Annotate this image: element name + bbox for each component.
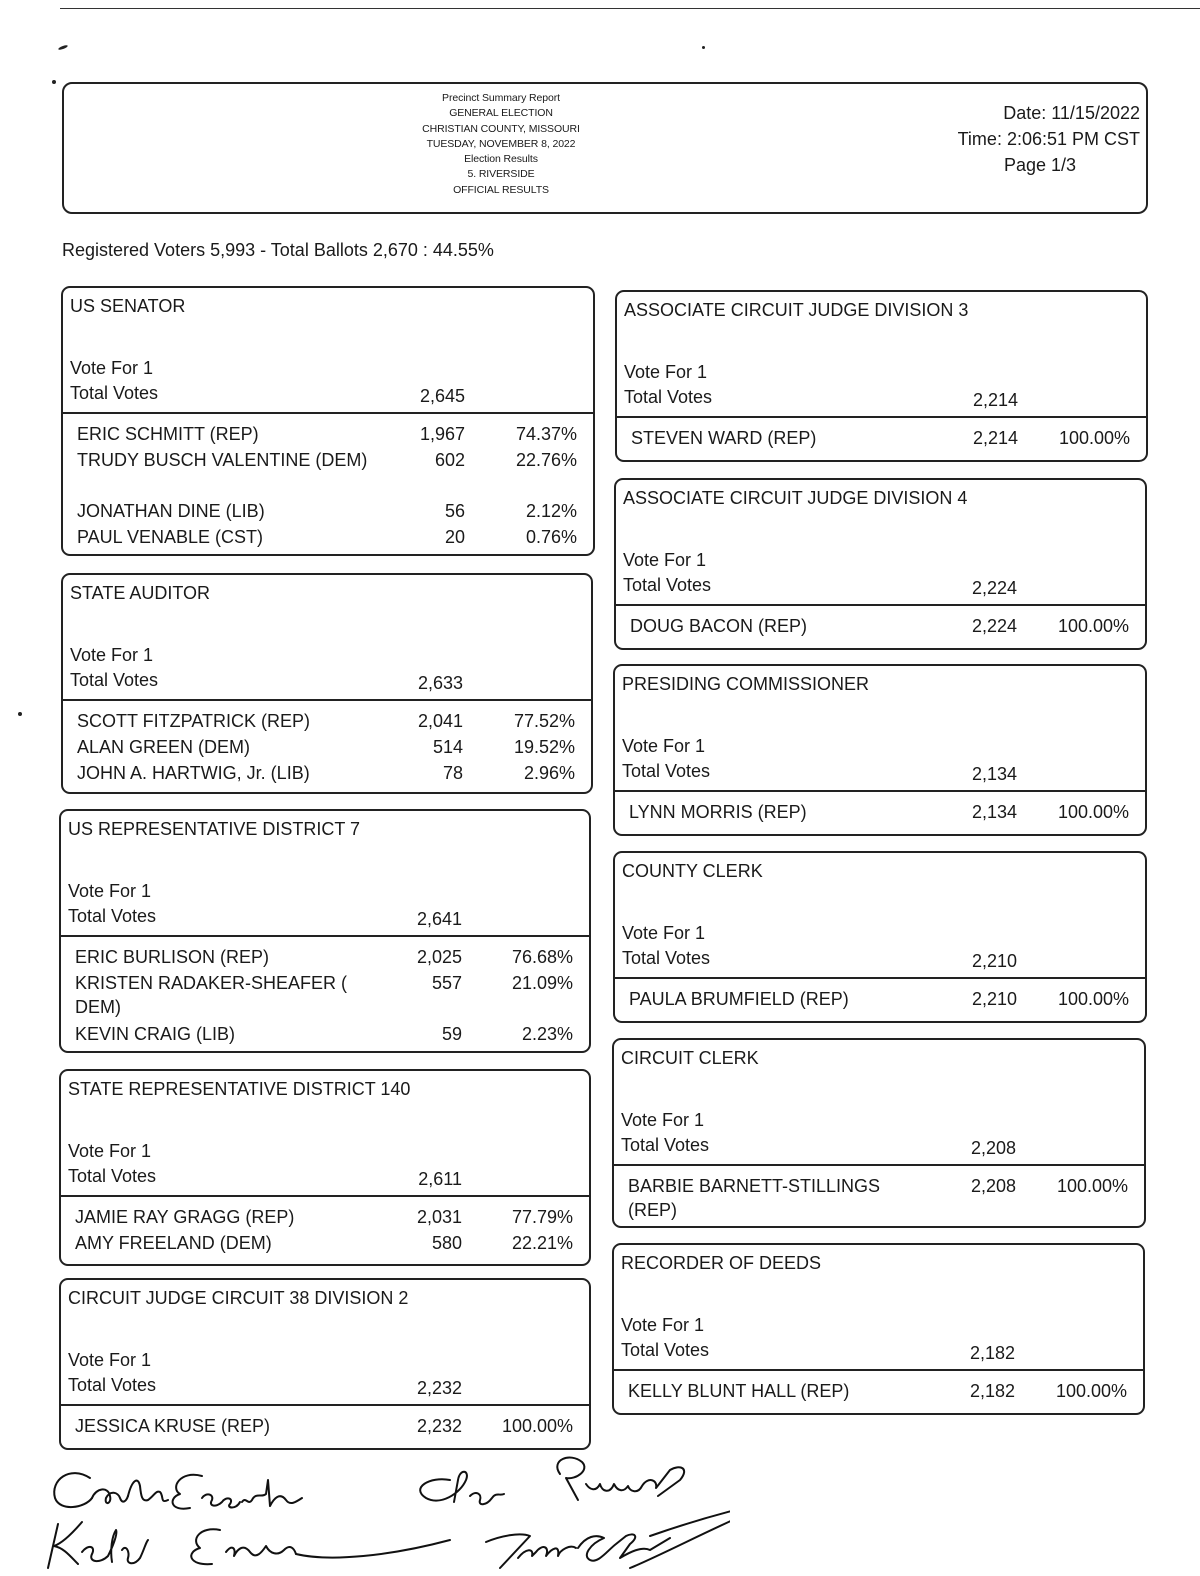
total-votes-value: 2,214	[972, 390, 1018, 410]
vote-for-label: Vote For 1	[622, 923, 706, 943]
candidate-votes: 557	[431, 973, 462, 993]
candidate-name: JONATHAN DINE (LIB)	[77, 501, 265, 521]
total-votes-value: 2,232	[416, 1378, 462, 1398]
candidate-name: JOHN A. HARTWIG, Jr. (LIB)	[77, 763, 310, 783]
vote-for-label: Vote For 1	[68, 1350, 152, 1370]
vote-for-label: Vote For 1	[624, 362, 708, 382]
candidate-votes: 580	[431, 1233, 462, 1253]
race-box	[61, 286, 595, 556]
candidate-percent: 74.37%	[515, 424, 577, 444]
total-votes-value: 2,641	[416, 909, 462, 929]
candidate-votes: 514	[432, 737, 463, 757]
candidate-name: KELLY BLUNT HALL (REP)	[628, 1381, 850, 1401]
vote-for-label: Vote For 1	[623, 550, 707, 570]
report-title-line: CHRISTIAN COUNTY, MISSOURI	[422, 122, 580, 135]
results-divider	[615, 977, 1145, 979]
candidate-name: KRISTEN RADAKER-SHEAFER ( DEM)	[75, 973, 348, 1017]
candidate-percent: 2.96%	[523, 763, 575, 783]
total-votes-value: 2,633	[417, 673, 463, 693]
vote-for-label: Vote For 1	[621, 1110, 705, 1130]
candidate-votes: 2,214	[972, 428, 1018, 448]
report-title-line: OFFICIAL RESULTS	[453, 183, 549, 196]
signature	[30, 1440, 730, 1570]
vote-for-label: Vote For 1	[68, 1141, 152, 1161]
candidate-name: ERIC SCHMITT (REP)	[77, 424, 259, 444]
total-votes-label: Total Votes	[621, 1340, 710, 1360]
results-divider	[63, 699, 591, 701]
race-title: STATE REPRESENTATIVE DISTRICT 140	[68, 1079, 411, 1099]
total-votes-value: 2,224	[971, 578, 1017, 598]
results-divider	[615, 790, 1145, 792]
total-votes-label: Total Votes	[622, 761, 711, 781]
candidate-name: JESSICA KRUSE (REP)	[75, 1416, 271, 1436]
race-title: STATE AUDITOR	[70, 583, 211, 603]
race-title: US REPRESENTATIVE DISTRICT 7	[68, 819, 361, 839]
top-edge-line	[60, 8, 1200, 9]
report-header	[62, 82, 1148, 214]
scan-speck	[58, 44, 68, 50]
candidate-percent: 21.09%	[511, 973, 573, 993]
candidate-votes: 2,232	[416, 1416, 462, 1436]
results-divider	[616, 604, 1145, 606]
race-title: COUNTY CLERK	[622, 861, 763, 881]
total-votes-value: 2,611	[418, 1169, 462, 1189]
candidate-percent: 100.00%	[1058, 428, 1130, 448]
total-votes-label: Total Votes	[623, 575, 712, 595]
race-box	[615, 290, 1148, 462]
report-meta	[920, 100, 1140, 178]
candidate-percent: 100.00%	[501, 1416, 573, 1436]
race-title: RECORDER OF DEEDS	[621, 1253, 822, 1273]
vote-for-label: Vote For 1	[621, 1315, 705, 1335]
total-votes-label: Total Votes	[70, 670, 159, 690]
report-title-line: TUESDAY, NOVEMBER 8, 2022	[426, 137, 576, 150]
candidate-name: LYNN MORRIS (REP)	[629, 802, 807, 822]
candidate-percent: 77.52%	[513, 711, 575, 731]
candidate-votes: 2,041	[417, 711, 463, 731]
candidate-votes: 602	[434, 450, 465, 470]
vote-for-label: Vote For 1	[70, 645, 154, 665]
candidate-percent: 100.00%	[1057, 802, 1129, 822]
total-votes-value: 2,134	[971, 764, 1017, 784]
candidate-votes: 2,134	[971, 802, 1017, 822]
scan-speck	[52, 80, 56, 84]
candidate-percent: 77.79%	[511, 1207, 573, 1227]
total-votes-label: Total Votes	[624, 387, 713, 407]
race-box	[612, 1243, 1145, 1415]
candidate-percent: 2.12%	[525, 501, 577, 521]
candidate-name: BARBIE BARNETT-STILLINGS (REP)	[628, 1176, 881, 1220]
candidate-votes: 59	[441, 1024, 462, 1044]
report-title-line: GENERAL ELECTION	[449, 107, 553, 120]
results-divider	[61, 1404, 589, 1406]
candidate-percent: 19.52%	[513, 737, 575, 757]
candidate-name: SCOTT FITZPATRICK (REP)	[77, 711, 310, 731]
total-votes-value: 2,208	[970, 1138, 1016, 1158]
race-box	[59, 1278, 591, 1450]
race-box	[613, 664, 1147, 836]
candidate-percent: 100.00%	[1055, 1381, 1127, 1401]
candidate-percent: 22.21%	[511, 1233, 573, 1253]
total-votes-label: Total Votes	[621, 1135, 710, 1155]
results-divider	[614, 1164, 1144, 1166]
candidate-name: DOUG BACON (REP)	[630, 616, 808, 636]
total-votes-label: Total Votes	[68, 1166, 157, 1186]
race-box	[612, 1038, 1146, 1228]
total-votes-value: 2,182	[969, 1343, 1015, 1363]
report-time: Time: 2:06:51 PM CST	[957, 129, 1140, 149]
results-divider	[61, 1195, 589, 1197]
results-divider	[617, 416, 1146, 418]
candidate-name: ALAN GREEN (DEM)	[77, 737, 251, 757]
registration-summary: Registered Voters 5,993 - Total Ballots 2,670 : 44.55%	[62, 240, 494, 260]
candidate-votes: 2,208	[970, 1176, 1016, 1196]
candidate-votes: 2,031	[416, 1207, 462, 1227]
race-title: CIRCUIT JUDGE CIRCUIT 38 DIVISION 2	[68, 1288, 409, 1308]
vote-for-label: Vote For 1	[68, 881, 152, 901]
results-divider	[61, 935, 589, 937]
results-divider	[63, 412, 593, 414]
total-votes-value: 2,210	[971, 951, 1017, 971]
candidate-name: STEVEN WARD (REP)	[631, 428, 817, 448]
candidate-name: AMY FREELAND (DEM)	[75, 1233, 272, 1253]
race-box	[59, 809, 591, 1053]
race-box	[61, 573, 593, 794]
total-votes-label: Total Votes	[622, 948, 711, 968]
page-number: Page 1/3	[1003, 155, 1077, 175]
race-title: ASSOCIATE CIRCUIT JUDGE DIVISION 3	[624, 300, 969, 320]
race-title: US SENATOR	[70, 296, 186, 316]
race-box	[613, 851, 1147, 1023]
candidate-votes: 56	[444, 501, 465, 521]
candidate-votes: 20	[444, 527, 465, 547]
race-title: PRESIDING COMMISSIONER	[622, 674, 870, 694]
total-votes-label: Total Votes	[70, 383, 159, 403]
total-votes-label: Total Votes	[68, 1375, 157, 1395]
results-divider	[614, 1369, 1143, 1371]
vote-for-label: Vote For 1	[70, 358, 154, 378]
report-title-line: Precinct Summary Report	[442, 92, 560, 104]
candidate-votes: 1,967	[419, 424, 465, 444]
candidate-percent: 100.00%	[1057, 989, 1129, 1009]
scan-speck	[18, 712, 22, 716]
candidate-votes: 2,182	[969, 1381, 1015, 1401]
report-date: Date: 11/15/2022	[1003, 103, 1140, 123]
race-title: ASSOCIATE CIRCUIT JUDGE DIVISION 4	[623, 488, 968, 508]
report-title-line: Election Results	[464, 153, 538, 166]
candidate-name: ERIC BURLISON (REP)	[75, 947, 270, 967]
race-box	[59, 1069, 591, 1266]
candidate-percent: 76.68%	[511, 947, 573, 967]
vote-for-label: Vote For 1	[622, 736, 706, 756]
candidate-name: JAMIE RAY GRAGG (REP)	[75, 1207, 295, 1227]
report-title-line: 5. RIVERSIDE	[467, 168, 535, 181]
race-box	[614, 478, 1147, 650]
candidate-votes: 78	[442, 763, 463, 783]
candidate-percent: 0.76%	[525, 527, 577, 547]
report-title-block	[394, 91, 608, 198]
candidate-percent: 2.23%	[521, 1024, 573, 1044]
candidate-percent: 100.00%	[1056, 1176, 1128, 1196]
candidate-name: KEVIN CRAIG (LIB)	[75, 1024, 236, 1044]
candidate-votes: 2,025	[416, 947, 462, 967]
total-votes-label: Total Votes	[68, 906, 157, 926]
candidate-name: PAULA BRUMFIELD (REP)	[629, 989, 849, 1009]
candidate-percent: 100.00%	[1057, 616, 1129, 636]
candidate-votes: 2,210	[971, 989, 1017, 1009]
scan-speck	[702, 46, 705, 49]
candidate-votes: 2,224	[971, 616, 1017, 636]
candidate-name: TRUDY BUSCH VALENTINE (DEM)	[77, 450, 368, 470]
candidate-percent: 22.76%	[515, 450, 577, 470]
race-title: CIRCUIT CLERK	[621, 1048, 759, 1068]
candidate-name: PAUL VENABLE (CST)	[77, 527, 264, 547]
total-votes-value: 2,645	[419, 386, 465, 406]
